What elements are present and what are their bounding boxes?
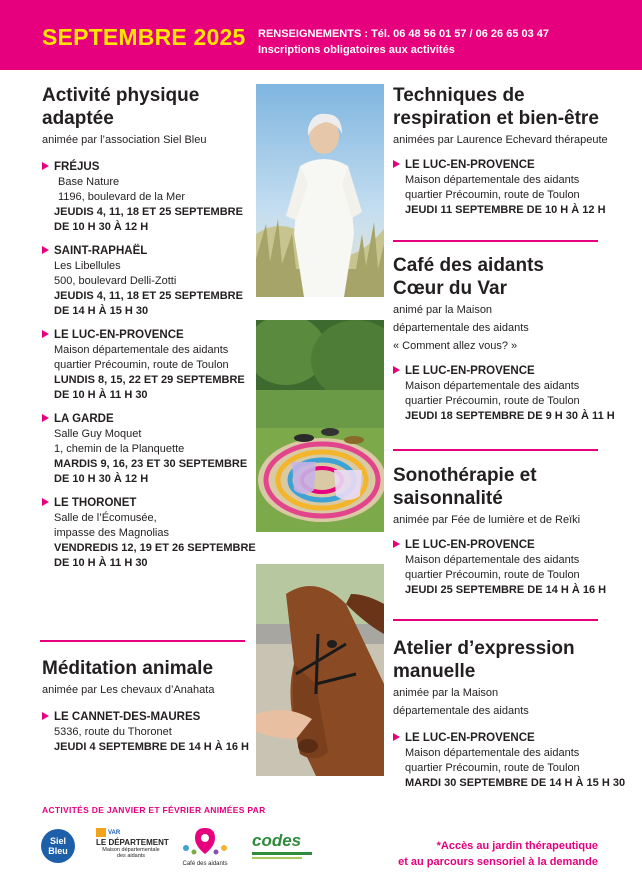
divider [393, 619, 598, 621]
garden-access-note: *Accès au jardin thérapeutique et au parcours sensoriel à la demande [398, 840, 598, 868]
bullet-arrow-icon [42, 162, 49, 170]
section-cafe-aidants [393, 254, 615, 424]
codes-logo: codes [252, 832, 314, 866]
location-le-thoronet: LE THORONET Salle de l’Écomusée, impasse des Magnolias VENDREDIS 12, 19 ET 26 SEPTEMBRE DE 10 H À 11 H 30 [42, 496, 247, 571]
bullet-arrow-icon [42, 330, 49, 338]
location-la-garde: LA GARDE Salle Guy Moquet 1, chemin de la Planquette MARDIS 9, 16, 23 ET 30 SEPTEMBRE DE 10 H 30 À 12 H [42, 412, 247, 487]
section-title: Activité physique adaptée [42, 85, 200, 129]
siel-bleu-logo [40, 828, 76, 864]
location-le-luc: LE LUC-EN-PROVENCE Maison départementale des aidants quartier Précoumin, route de Toulon LUNDIS 8, 15, 22 ET 29 SEPTEMBRE DE 10 H À 11 H 30 [42, 328, 247, 403]
section-subtitle: animées par Laurence Echevard thérapeute [393, 134, 608, 146]
section-title: Atelier d’expression manuelle [393, 638, 575, 682]
bullet-arrow-icon [42, 498, 49, 506]
location-le-luc: LE LUC-EN-PROVENCE Maison départementale des aidants quartier Précoumin, route de Toulon JEUDI 11 SEPTEMBRE DE 10 H À 12 H [393, 158, 603, 218]
bullet-arrow-icon [42, 246, 49, 254]
bullet-arrow-icon [393, 733, 400, 741]
woman-outdoors-photo [256, 84, 384, 297]
section-activite-physique [42, 84, 256, 571]
bullet-arrow-icon [42, 712, 49, 720]
section-sonotherapie [393, 464, 607, 598]
location-le-luc: LE LUC-EN-PROVENCE Maison départementale des aidants quartier Précoumin, route de Toulon JEUDI 25 SEPTEMBRE DE 14 H À 16 H [393, 538, 603, 598]
divider [393, 449, 598, 451]
section-atelier [393, 637, 626, 791]
location-frejus: FRÉJUS Base Nature 1196, boulevard de la Mer JEUDIS 4, 11, 18 ET 25 SEPTEMBRE DE 10 H 30 À 12 H [42, 160, 247, 235]
bullet-arrow-icon [393, 160, 400, 168]
departement-var-logo: VAR LE DÉPARTEMENT Maison départementale des aidants [96, 829, 169, 859]
var-flag-icon [96, 828, 106, 837]
bullet-arrow-icon [393, 540, 400, 548]
horse-photo [256, 564, 384, 776]
section-subtitle: animée par l’association Siel Bleu [42, 134, 207, 146]
section-meditation-animale [42, 657, 257, 755]
cafe-aidants-logo: Café des aidants [178, 826, 232, 868]
section-subtitle: animée par Les chevaux d’Anahata [42, 684, 215, 696]
section-subtitle: animée par la Maison départementale des aidants [393, 687, 529, 717]
section-title: Techniques de respiration et bien-être [393, 85, 599, 129]
location-saint-raphael: SAINT-RAPHAËL Les Libellules 500, boulevard Delli-Zotti JEUDIS 4, 11, 18 ET 25 SEPTEMBRE DE 14 H À 15 H 30 [42, 244, 247, 319]
header-bar [0, 0, 642, 70]
registration-note: Inscriptions obligatoires aux activités [258, 44, 455, 56]
month-title: SEPTEMBRE 2025 [42, 24, 246, 50]
section-subtitle: animé par la Maison départementale des aidants « Comment allez vous? » [393, 304, 529, 352]
section-title: Café des aidants Cœur du Var [393, 255, 544, 299]
location-le-cannet: LE CANNET-DES-MAURES 5336, route du Thoronet JEUDI 4 SEPTEMBRE DE 14 H À 16 H [42, 710, 257, 755]
section-respiration [393, 84, 608, 218]
section-title: Sonothérapie et saisonnalité [393, 465, 537, 509]
location-le-luc: LE LUC-EN-PROVENCE Maison départementale des aidants quartier Précoumin, route de Toulon MARDI 30 SEPTEMBRE DE 14 H À 15 H 30 [393, 731, 603, 791]
divider [40, 640, 245, 642]
singing-bowls-photo [256, 320, 384, 532]
bullet-arrow-icon [393, 366, 400, 374]
svg-text:Bleu: Bleu [48, 846, 68, 856]
divider [393, 240, 598, 242]
svg-text:Siel: Siel [49, 836, 67, 846]
bullet-arrow-icon [42, 414, 49, 422]
section-title: Méditation animale [42, 658, 214, 679]
footer-title: ACTIVITÉS DE JANVIER ET FÉVRIER ANIMÉES PAR [42, 805, 266, 815]
contact-info: RENSEIGNEMENTS : Tél. 06 48 56 01 57 / 06 26 65 03 47 [258, 28, 550, 40]
section-subtitle: animée par Fée de lumière et de Reïki [393, 514, 581, 526]
location-le-luc: LE LUC-EN-PROVENCE Maison départementale des aidants quartier Précoumin, route de Toulon JEUDI 18 SEPTEMBRE DE 9 H 30 À 11 H [393, 364, 603, 424]
